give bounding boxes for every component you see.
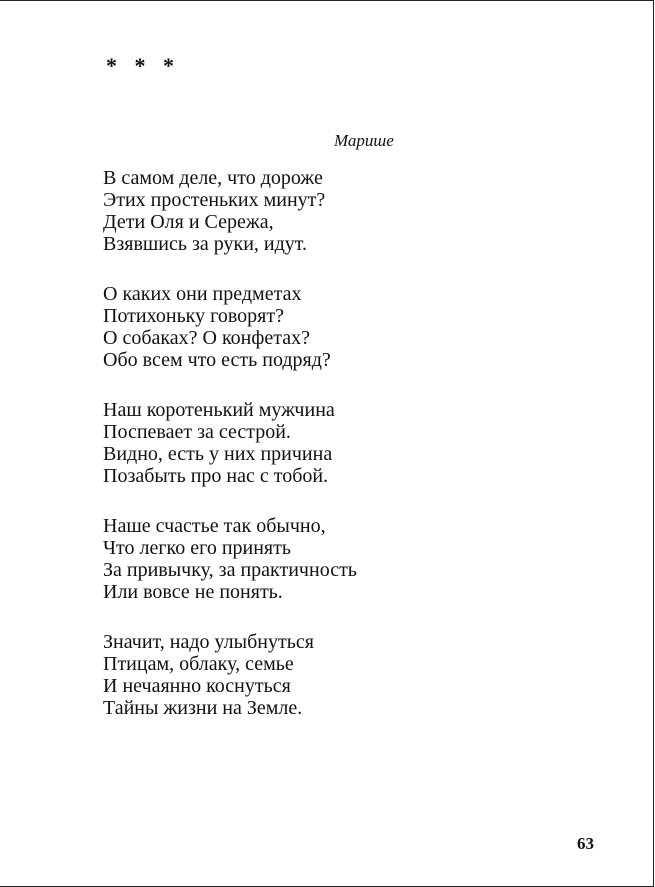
- poem-line: За привычку, за практичность: [103, 559, 357, 581]
- poem-line: Взявшись за руки, идут.: [103, 233, 308, 255]
- poem-line: Дети Оля и Сережа,: [103, 211, 274, 233]
- stanza-5: [103, 631, 503, 719]
- poem-line: О собаках? О конфетах?: [103, 327, 310, 349]
- stanza-3: [103, 399, 503, 487]
- stanza-1: [103, 167, 503, 255]
- poem-line: Этих простеньких минут?: [103, 189, 326, 211]
- page-number: 63: [577, 834, 594, 853]
- poem-line: Наш коротенький мужчина: [103, 399, 335, 421]
- poem-line: Тайны жизни на Земле.: [103, 697, 303, 719]
- poem: [103, 167, 503, 747]
- poem-line: Значит, надо улыбнуться: [103, 631, 314, 653]
- dedication: Марише: [334, 131, 394, 150]
- stanza-2: [103, 283, 503, 371]
- poem-line: Обо всем что есть подряд?: [103, 349, 331, 371]
- poem-line: Наше счастье так обычно,: [103, 515, 326, 537]
- poem-line: Что легко его принять: [103, 537, 291, 559]
- poem-line: Видно, есть у них причина: [103, 443, 333, 465]
- poem-line: Позабыть про нас с тобой.: [103, 465, 329, 487]
- poem-line: О каких они предметах: [103, 283, 302, 305]
- poem-line: В самом деле, что дороже: [103, 167, 323, 189]
- poem-line: Поспевает за сестрой.: [103, 421, 291, 443]
- section-asterisks: * * *: [106, 53, 180, 78]
- poem-line: Или вовсе не понять.: [103, 581, 283, 603]
- poem-line: И нечаянно коснуться: [103, 675, 291, 697]
- poem-line: Потихоньку говорят?: [103, 305, 284, 327]
- stanza-4: [103, 515, 503, 603]
- poem-line: Птицам, облаку, семье: [103, 653, 294, 675]
